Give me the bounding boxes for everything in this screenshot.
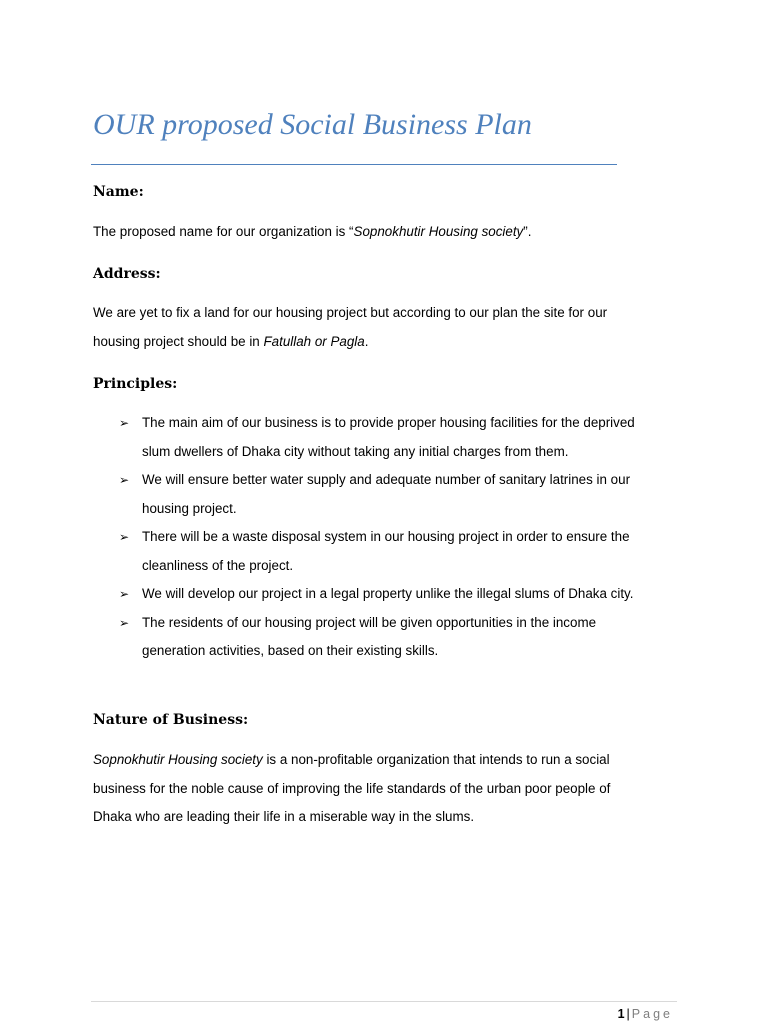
principle-line: slum dwellers of Dhaka city without taking any initial charges from them. (142, 443, 569, 459)
principles-list (93, 409, 693, 666)
title-underline (91, 164, 617, 165)
page-separator: | (626, 1007, 630, 1021)
principle-item (93, 523, 693, 580)
arrow-bullet-icon: ➢ (119, 587, 130, 601)
name-heading: Name: (93, 184, 144, 200)
document-title: OUR proposed Social Business Plan (93, 108, 532, 141)
address-line-1: We are yet to fix a land for our housing project but according to our plan the site for our (93, 305, 608, 320)
nature-line-1-after: is a non-profitable organization that intends to run a social (262, 752, 610, 767)
nature-line-2: business for the noble cause of improving the life standards of the urban poor people of (93, 780, 611, 796)
address-line-2-after: . (364, 333, 369, 349)
nature-paragraph (93, 746, 683, 832)
page-number: 1 (617, 1007, 625, 1021)
footer-divider (91, 1001, 677, 1002)
name-text-after: ”. (523, 224, 532, 239)
principles-heading: Principles: (93, 376, 178, 392)
page-footer (618, 1006, 673, 1022)
address-line-2-before: housing project should be in (93, 333, 264, 349)
principle-line: housing project. (142, 500, 237, 516)
principle-line: We will develop our project in a legal property unlike the illegal slums of Dhaka city. (142, 586, 634, 601)
name-paragraph (93, 218, 683, 247)
name-text-before: The proposed name for our organization is “ (93, 224, 354, 239)
nature-line-1 (93, 746, 683, 775)
arrow-bullet-icon: ➢ (119, 615, 130, 630)
nature-heading: Nature of Business: (93, 712, 249, 728)
page-label: Page (631, 1007, 673, 1021)
organization-name: Sopnokhutir Housing society (353, 224, 524, 239)
nature-line-3: Dhaka who are leading their life in a miserable way in the slums. (93, 809, 475, 824)
principle-line: There will be a waste disposal system in our housing project in order to ensure the (142, 529, 630, 544)
principle-item (93, 466, 693, 523)
principle-line: The residents of our housing project will be given opportunities in the income (142, 614, 597, 630)
principle-line: cleanliness of the project. (142, 557, 294, 573)
principle-item (93, 609, 693, 666)
address-heading: Address: (93, 266, 161, 282)
address-paragraph (93, 299, 683, 356)
arrow-bullet-icon: ➢ (119, 416, 130, 430)
address-line-2 (93, 328, 683, 357)
principle-line: generation activities, based on their existing skills. (142, 643, 439, 658)
site-location: Fatullah or Pagla (263, 333, 365, 349)
organization-name-inline: Sopnokhutir Housing society (93, 752, 263, 767)
principle-item (93, 580, 693, 609)
arrow-bullet-icon: ➢ (119, 530, 130, 544)
principle-item (93, 409, 693, 466)
principle-line: The main aim of our business is to provide proper housing facilities for the deprived (142, 415, 635, 430)
arrow-bullet-icon: ➢ (119, 473, 130, 487)
principle-line: We will ensure better water supply and adequate number of sanitary latrines in our (142, 472, 631, 487)
